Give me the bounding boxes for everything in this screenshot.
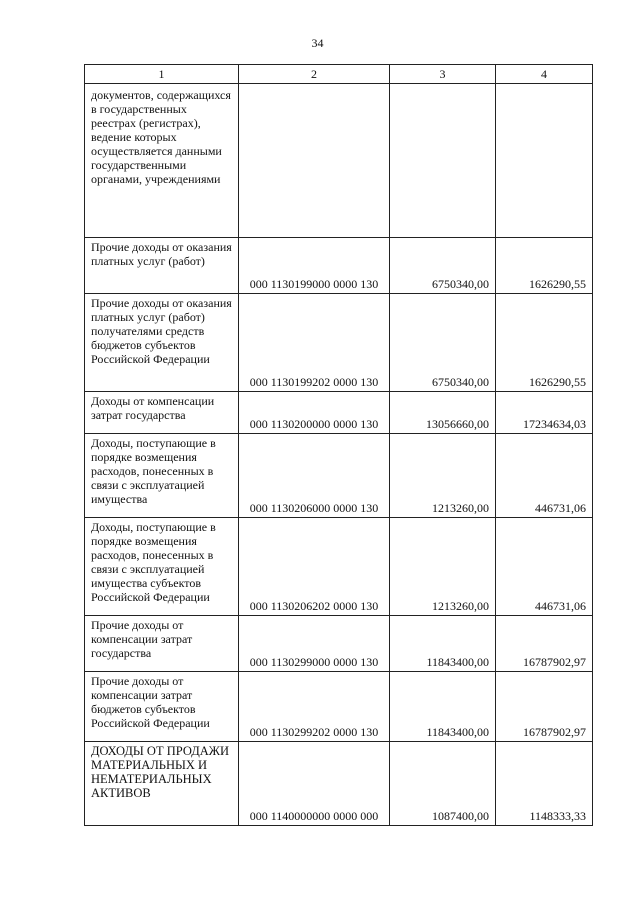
row-name-cell: Доходы, поступающие в порядке возмещения расходов, понесенных в связи с эксплуатацией имущества (85, 434, 239, 518)
row-name-cell: Прочие доходы от оказания платных услуг (работ) (85, 238, 239, 294)
row-code-cell (239, 84, 390, 238)
row-code-cell: 000 1130206000 0000 130 (239, 434, 390, 518)
row-code-cell: 000 1130299202 0000 130 (239, 672, 390, 742)
table-row (85, 434, 593, 518)
row-name-cell: Доходы, поступающие в порядке возмещения расходов, понесенных в связи с эксплуатацией имущества субъектов Российской Федерации (85, 518, 239, 616)
table-row (85, 672, 593, 742)
row-value-3-cell (390, 84, 496, 238)
table-row (85, 616, 593, 672)
row-name-cell: ДОХОДЫ ОТ ПРОДАЖИ МАТЕРИАЛЬНЫХ И НЕМАТЕРИАЛЬНЫХ АКТИВОВ (85, 742, 239, 826)
row-value-3-cell: 6750340,00 (390, 238, 496, 294)
column-header: 2 (239, 65, 390, 84)
row-value-4-cell: 1626290,55 (496, 238, 593, 294)
row-value-3-cell: 13056660,00 (390, 392, 496, 434)
row-value-4-cell (496, 84, 593, 238)
row-value-3-cell: 1213260,00 (390, 434, 496, 518)
revenue-table (84, 64, 593, 826)
table-row (85, 518, 593, 616)
table-header-row (85, 65, 593, 84)
table-row (85, 742, 593, 826)
row-value-4-cell: 1148333,33 (496, 742, 593, 826)
table-row (85, 84, 593, 238)
row-value-3-cell: 11843400,00 (390, 616, 496, 672)
column-header: 3 (390, 65, 496, 84)
row-code-cell: 000 1130199000 0000 130 (239, 238, 390, 294)
row-value-4-cell: 17234634,03 (496, 392, 593, 434)
row-code-cell: 000 1130206202 0000 130 (239, 518, 390, 616)
row-value-4-cell: 446731,06 (496, 434, 593, 518)
column-header: 1 (85, 65, 239, 84)
row-value-4-cell: 446731,06 (496, 518, 593, 616)
table-row (85, 392, 593, 434)
row-code-cell: 000 1130199202 0000 130 (239, 294, 390, 392)
row-value-3-cell: 1087400,00 (390, 742, 496, 826)
row-name-cell: Прочие доходы от компенсации затрат государства (85, 616, 239, 672)
table-row (85, 238, 593, 294)
row-code-cell: 000 1130299000 0000 130 (239, 616, 390, 672)
page-number: 34 (311, 36, 324, 50)
row-value-4-cell: 1626290,55 (496, 294, 593, 392)
row-value-3-cell: 6750340,00 (390, 294, 496, 392)
row-value-3-cell: 1213260,00 (390, 518, 496, 616)
row-name-cell: Доходы от компенсации затрат государства (85, 392, 239, 434)
row-name-cell: Прочие доходы от оказания платных услуг (работ) получателями средств бюджетов субъектов Российской Федерации (85, 294, 239, 392)
row-value-4-cell: 16787902,97 (496, 672, 593, 742)
table-row (85, 294, 593, 392)
row-name-cell: Прочие доходы от компенсации затрат бюджетов субъектов Российской Федерации (85, 672, 239, 742)
row-code-cell: 000 1130200000 0000 130 (239, 392, 390, 434)
column-header: 4 (496, 65, 593, 84)
row-code-cell: 000 1140000000 0000 000 (239, 742, 390, 826)
row-value-4-cell: 16787902,97 (496, 616, 593, 672)
row-name-cell: документов, содержащихся в государственных реестрах (регистрах), ведение которых осуществляется данными государственными органами, учреждениями (85, 84, 239, 238)
row-value-3-cell: 11843400,00 (390, 672, 496, 742)
